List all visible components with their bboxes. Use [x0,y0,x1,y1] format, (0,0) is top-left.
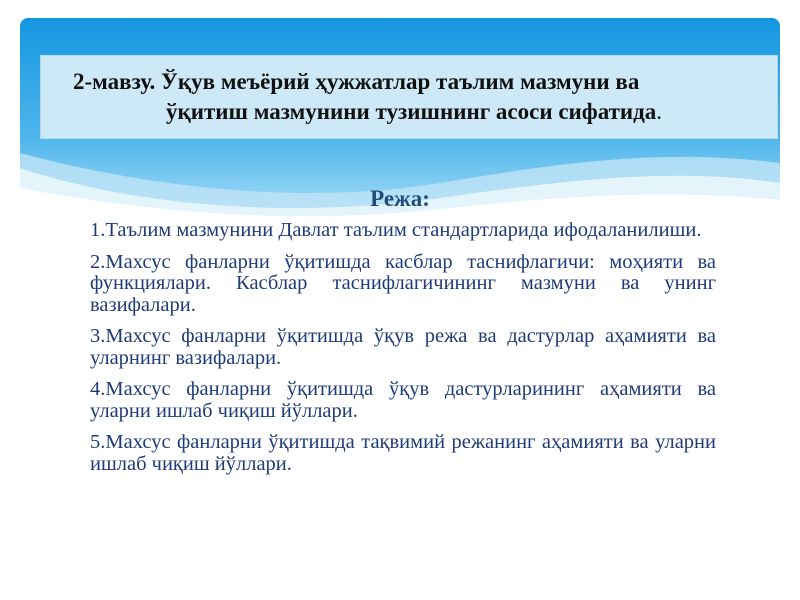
title-line-2-text: ўқитиш мазмунини тузишнинг асоси сифатида [165,99,657,124]
title-line-1: 2-мавзу. Ўқув меъёрий ҳужжатлар таълим мазмуни ва [73,69,640,94]
plan-item-1: 1.Таълим мазмунини Давлат таълим стандартларида ифодаланилиши. [90,219,702,241]
title-line-2 [156,97,662,127]
title-period: . [656,99,663,124]
plan-item-5: 5.Махсус фанларни ўқитишда тақвимий режанинг аҳамияти ва уларни ишлаб чиқиш йўллари. [90,431,716,475]
plan-list [90,220,716,485]
title-box [40,55,778,139]
plan-item-4: 4.Махсус фанларни ўқитишда ўқув дастурларининг аҳамияти ва уларни ишлаб чиқиш йўллари. [90,378,716,422]
plan-item-3: 3.Махсус фанларни ўқитишда ўқув режа ва дастурлар аҳамияти ва уларнинг вазифалари. [90,325,716,369]
plan-item-2: 2.Махсус фанларни ўқитишда касблар таснифлагичи: моҳияти ва функциялари. Касблар таснифлагичининг мазмуни ва унинг вазифалари. [90,250,716,316]
plan-heading: Режа: [370,186,430,211]
